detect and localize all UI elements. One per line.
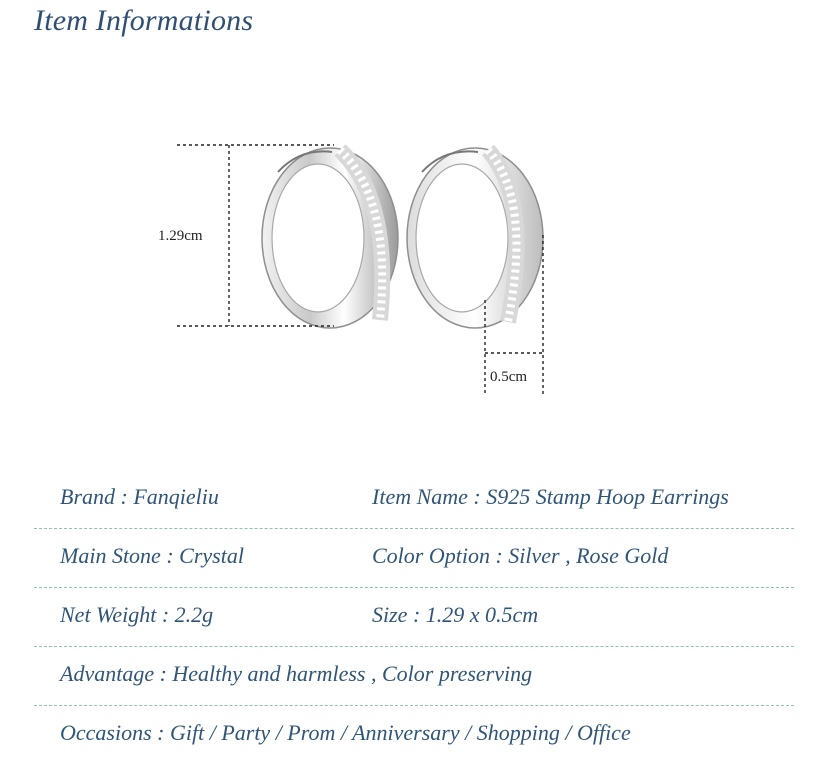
occasions-text: Occasions : Gift / Party / Prom / Anniversary / Shopping / Office [60, 720, 631, 745]
page-title: Item Informations [34, 4, 254, 37]
spec-row-occasions [34, 706, 794, 764]
main-stone-text: Main Stone : Crystal [60, 543, 244, 568]
size-text: Size : 1.29 x 0.5cm [372, 602, 539, 627]
color-option-text: Color Option : Silver , Rose Gold [372, 543, 669, 568]
spec-row-stone [34, 529, 794, 588]
height-label: 1.29cm [158, 228, 203, 244]
width-label: 0.5cm [490, 369, 528, 385]
spec-row-brand [34, 470, 794, 529]
item-name-text: Item Name : S925 Stamp Hoop Earrings [372, 484, 729, 509]
advantage-text: Advantage : Healthy and harmless , Color preserving [60, 661, 533, 686]
left-earring [262, 148, 398, 328]
brand-text: Brand : Fanqieliu [60, 484, 219, 509]
net-weight-text: Net Weight : 2.2g [60, 602, 214, 627]
spec-row-advantage [34, 647, 794, 706]
right-earring [407, 148, 543, 328]
spec-row-weight [34, 588, 794, 647]
